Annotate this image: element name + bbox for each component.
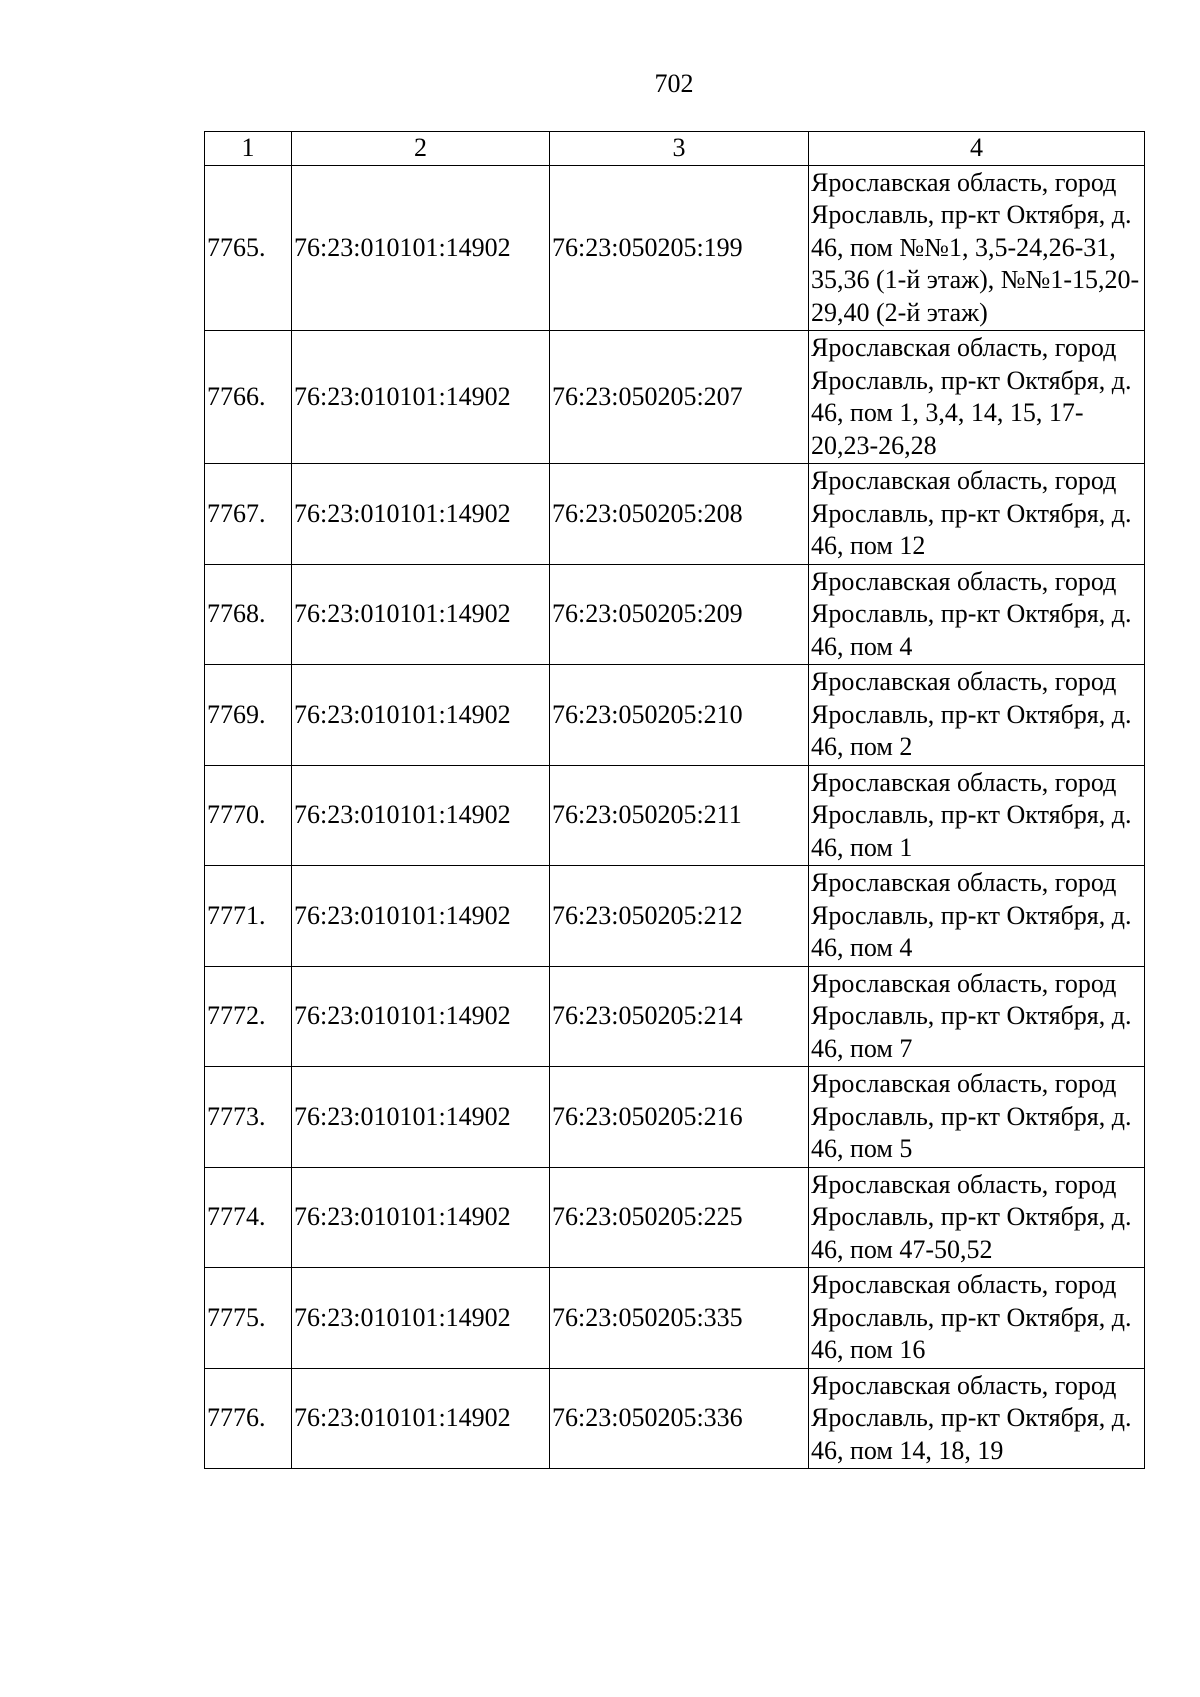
parent-cadastral-number-cell: 76:23:010101:14902 [292,564,550,665]
table-row [205,1167,1145,1268]
registry-table [204,131,1145,1469]
cadastral-number-cell: 76:23:050205:214 [550,966,809,1067]
address-cell: Ярославская область, город Ярославль, пр-кт Октября, д. 46, пом №№1, 3,5-24,26-31, 35,36 (1-й этаж), №№1-15,20-29,40 (2-й этаж) [809,165,1145,331]
header-col-3: 3 [550,132,809,166]
row-number-cell: 7772. [205,966,292,1067]
table-row [205,464,1145,565]
row-number-cell: 7771. [205,866,292,967]
parent-cadastral-number-cell: 76:23:010101:14902 [292,665,550,766]
parent-cadastral-number-cell: 76:23:010101:14902 [292,464,550,565]
cadastral-number-cell: 76:23:050205:199 [550,165,809,331]
cadastral-number-cell: 76:23:050205:209 [550,564,809,665]
table-row [205,564,1145,665]
table-row [205,665,1145,766]
cadastral-number-cell: 76:23:050205:212 [550,866,809,967]
row-number-cell: 7770. [205,765,292,866]
parent-cadastral-number-cell: 76:23:010101:14902 [292,1067,550,1168]
address-cell: Ярославская область, город Ярославль, пр-кт Октября, д. 46, пом 7 [809,966,1145,1067]
parent-cadastral-number-cell: 76:23:010101:14902 [292,331,550,464]
row-number-cell: 7767. [205,464,292,565]
address-cell: Ярославская область, город Ярославль, пр-кт Октября, д. 46, пом 5 [809,1067,1145,1168]
address-cell: Ярославская область, город Ярославль, пр-кт Октября, д. 46, пом 16 [809,1268,1145,1369]
row-number-cell: 7775. [205,1268,292,1369]
table-row [205,866,1145,967]
table-row [205,331,1145,464]
table-header [205,132,1145,166]
header-col-1: 1 [205,132,292,166]
header-col-4: 4 [809,132,1145,166]
row-number-cell: 7765. [205,165,292,331]
parent-cadastral-number-cell: 76:23:010101:14902 [292,866,550,967]
table-body [205,165,1145,1469]
address-cell: Ярославская область, город Ярославль, пр-кт Октября, д. 46, пом 4 [809,866,1145,967]
table-row [205,765,1145,866]
parent-cadastral-number-cell: 76:23:010101:14902 [292,765,550,866]
cadastral-number-cell: 76:23:050205:225 [550,1167,809,1268]
row-number-cell: 7768. [205,564,292,665]
table-row [205,1268,1145,1369]
table-row [205,966,1145,1067]
table-row [205,165,1145,331]
address-cell: Ярославская область, город Ярославль, пр-кт Октября, д. 46, пом 1, 3,4, 14, 15, 17-20,23-26,28 [809,331,1145,464]
address-cell: Ярославская область, город Ярославль, пр-кт Октября, д. 46, пом 2 [809,665,1145,766]
row-number-cell: 7776. [205,1368,292,1469]
parent-cadastral-number-cell: 76:23:010101:14902 [292,165,550,331]
cadastral-number-cell: 76:23:050205:216 [550,1067,809,1168]
cadastral-number-cell: 76:23:050205:211 [550,765,809,866]
parent-cadastral-number-cell: 76:23:010101:14902 [292,1368,550,1469]
table-row [205,1368,1145,1469]
address-cell: Ярославская область, город Ярославль, пр-кт Октября, д. 46, пом 47-50,52 [809,1167,1145,1268]
cadastral-number-cell: 76:23:050205:208 [550,464,809,565]
cadastral-number-cell: 76:23:050205:336 [550,1368,809,1469]
address-cell: Ярославская область, город Ярославль, пр-кт Октября, д. 46, пом 1 [809,765,1145,866]
address-cell: Ярославская область, город Ярославль, пр-кт Октября, д. 46, пом 14, 18, 19 [809,1368,1145,1469]
parent-cadastral-number-cell: 76:23:010101:14902 [292,1268,550,1369]
address-cell: Ярославская область, город Ярославль, пр-кт Октября, д. 46, пом 4 [809,564,1145,665]
row-number-cell: 7769. [205,665,292,766]
row-number-cell: 7773. [205,1067,292,1168]
cadastral-number-cell: 76:23:050205:335 [550,1268,809,1369]
row-number-cell: 7774. [205,1167,292,1268]
page-number: 702 [654,69,694,98]
address-cell: Ярославская область, город Ярославль, пр-кт Октября, д. 46, пом 12 [809,464,1145,565]
parent-cadastral-number-cell: 76:23:010101:14902 [292,966,550,1067]
header-col-2: 2 [292,132,550,166]
header-row [205,132,1145,166]
parent-cadastral-number-cell: 76:23:010101:14902 [292,1167,550,1268]
cadastral-number-cell: 76:23:050205:207 [550,331,809,464]
cadastral-number-cell: 76:23:050205:210 [550,665,809,766]
table-row [205,1067,1145,1168]
row-number-cell: 7766. [205,331,292,464]
